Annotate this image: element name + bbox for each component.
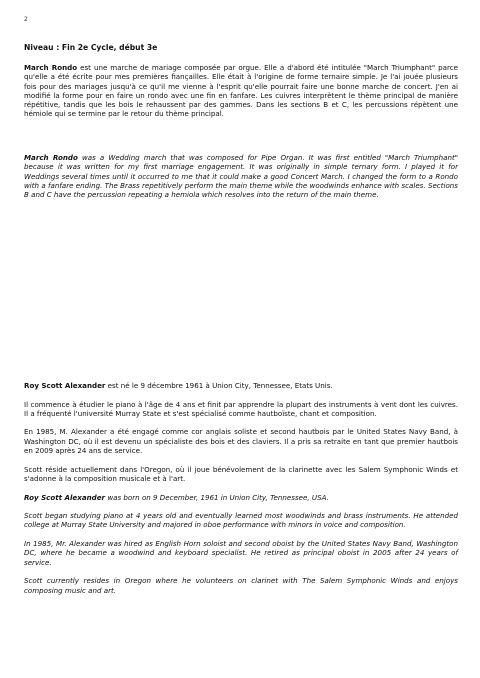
- page-number: 2: [24, 16, 28, 23]
- bio-paragraph-en-2: In 1985, Mr. Alexander was hired as English Horn soloist and second oboist by the United States Navy Band, Washington DC, where he became a woodwind and keyboard specialist. He retired as principal oboist in 2005 after 24 years of service.: [24, 539, 458, 567]
- march-text-fr: est une marche de mariage composée par orgue. Elle a d'abord été intitulée "March Triumphant" parce qu'elle a été écrite pour mes premières fiançailles. Elle était à l'origine de forme ternaire simple. Je l'ai jouée plusieurs fois pour des mariages jusqu'à ce qu'il me vienne à l'esprit qu'elle pourrait faire une bonne marche de concert. J'en ai modifié la forme pour en faire un rondo avec une fin en fanfare. Les cuivres interprètent le thème principal de manière répétitive, tandis que les bois le rehaussent par des gammes. Dans les sections B et C, les percussions répètent une hémiole qui se termine par le retour du thème principal.: [24, 63, 458, 119]
- march-title-fr: March Rondo: [24, 63, 78, 72]
- march-description-en: [24, 153, 458, 199]
- composer-name-fr: Roy Scott Alexander: [24, 381, 106, 390]
- bio-intro-en: was born on 9 December, 1961 in Union City, Tennessee, USA.: [107, 492, 329, 502]
- bio-paragraph-en-3: Scott currently resides in Oregon where he volunteers on clarinet with The Salem Symphonic Winds and enjoys composing music and art.: [24, 576, 458, 595]
- bio-paragraph-fr-1: Il commence à étudier le piano à l'âge de 4 ans et finit par apprendre la plupart des instruments à vent dont les cuivres. Il a fréquenté l'université Murray State et s'est spécialisé comme hautboïste, chant et composition.: [24, 399, 458, 418]
- bio-paragraph-fr-3: Scott réside actuellement dans l'Oregon, où il joue bénévolement de la clarinette avec les Salem Symphonic Winds et s'adonne à la composition musicale et à l'art.: [24, 464, 458, 483]
- biography: [24, 381, 458, 595]
- march-description-fr: [24, 63, 458, 119]
- level-heading: Niveau : Fin 2e Cycle, début 3e: [24, 43, 158, 52]
- march-title-en: March Rondo: [24, 153, 78, 162]
- bio-paragraph-fr-2: En 1985, M. Alexander a été engagé comme cor anglais soliste et second hautbois par le United States Navy Band, à Washington DC, où il est devenu un spécialiste des bois et des claviers. Il a pris sa retraite en tant que premier hautbois en 2009 après 24 ans de service.: [24, 427, 458, 456]
- composer-name-en: Roy Scott Alexander: [24, 492, 106, 502]
- bio-paragraph-en-1: Scott began studying piano at 4 years old and eventually learned most woodwinds and brass instruments. He attended college at Murray State University and majored in oboe performance with minors in voice and composition.: [24, 511, 458, 530]
- march-text-en: was a Wedding march that was composed for Pipe Organ. It was first entitled "March Triumphant" because it was written for my first marriage engagement. It was originally in simple ternary form. I played it for Weddings several times until it occurred to me that it could make a good Concert March. I changed the form to a Rondo with a fanfare ending. The Brass repetitively perform the main theme while the woodwinds enhance with scales. Sections B and C have the percussion repeating a hemiola which resolves into the return of the main theme.: [24, 153, 458, 200]
- bio-intro-fr: est né le 9 décembre 1961 à Union City, Tennessee, Etats Unis.: [107, 381, 333, 390]
